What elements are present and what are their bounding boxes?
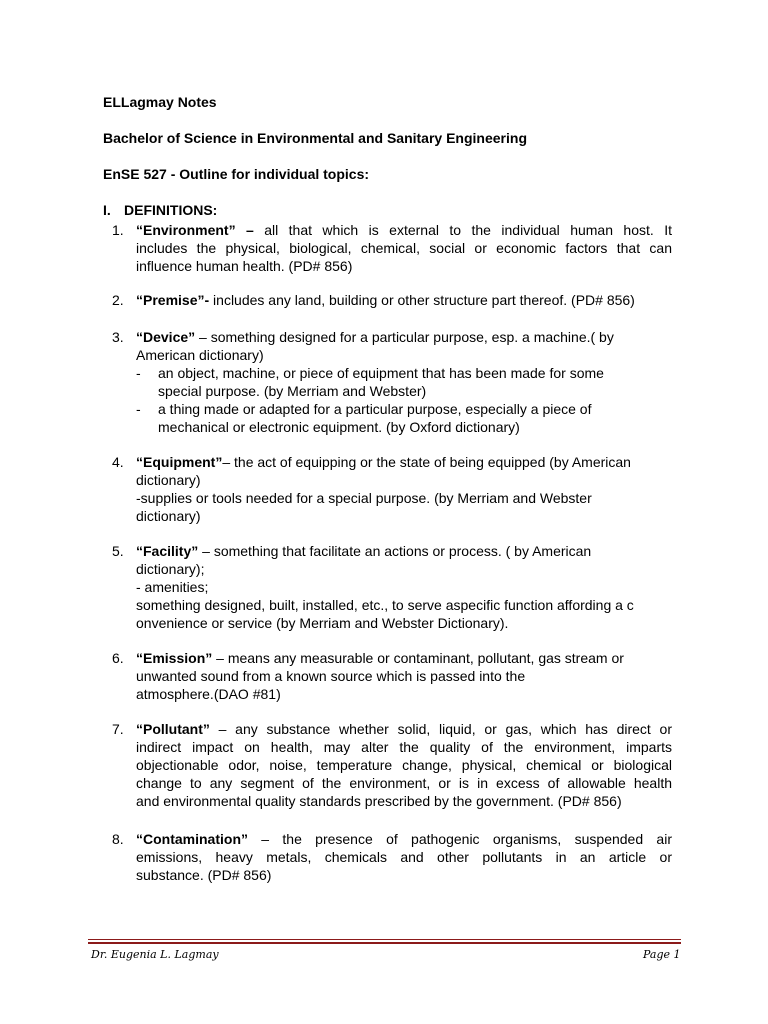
degree-title: Bachelor of Science in Environmental and Sanitary Engineering xyxy=(103,130,527,146)
item-text: change to any segment of the environment, or is in excess of allowable health xyxy=(136,775,672,791)
bullet-text: an object, machine, or piece of equipment that has been made for some xyxy=(158,365,604,381)
item-number: 7. xyxy=(112,721,124,737)
bullet-item: - a thing made or adapted for a particular purpose, especially a piece of mechanical or electronic equipment. (by Oxford dictionary) xyxy=(136,400,672,436)
item-text: American dictionary) xyxy=(136,347,264,363)
course-title: EnSE 527 - Outline for individual topics: xyxy=(103,166,370,182)
definition-item-premise xyxy=(112,291,672,309)
footer-page-number: Page 1 xyxy=(643,948,681,961)
item-text: all that which is external to the individual human host. It xyxy=(253,222,672,238)
item-text: dictionary) xyxy=(136,472,201,488)
item-text: onvenience or service (by Merriam and Webster Dictionary). xyxy=(136,615,509,631)
definition-item-pollutant xyxy=(112,720,672,810)
item-text: includes any land, building or other structure part thereof. (PD# 856) xyxy=(209,292,635,308)
definition-item-equipment xyxy=(112,453,672,525)
footer-rule-bottom xyxy=(88,942,681,944)
item-text: -supplies or tools needed for a special purpose. (by Merriam and Webster xyxy=(136,490,592,506)
bullet-text: mechanical or electronic equipment. (by Oxford dictionary) xyxy=(158,419,520,435)
item-number: 4. xyxy=(112,454,124,470)
item-text: – something that facilitate an actions or process. ( by American xyxy=(198,543,592,559)
definition-item-facility xyxy=(112,542,672,632)
item-text: influence human health. (PD# 856) xyxy=(136,258,353,274)
item-text: and environmental quality standards prescribed by the government. (PD# 856) xyxy=(136,793,622,809)
bullet-text: a thing made or adapted for a particular purpose, especially a piece of xyxy=(158,401,592,417)
section-title: DEFINITIONS: xyxy=(124,202,218,218)
item-text: dictionary); xyxy=(136,561,205,577)
footer-rule-top xyxy=(88,939,681,940)
item-term: “Contamination” xyxy=(136,831,248,847)
item-text: – the presence of pathogenic organisms, suspended air xyxy=(248,831,672,847)
item-number: 2. xyxy=(112,292,124,308)
item-number: 1. xyxy=(112,222,124,238)
footer-author: Dr. Eugenia L. Lagmay xyxy=(91,948,219,961)
item-text: – any substance whether solid, liquid, or gas, which has direct or xyxy=(209,721,672,737)
item-number: 8. xyxy=(112,831,124,847)
item-term: “Equipment” xyxy=(136,454,223,470)
item-term: “Pollutant” xyxy=(136,721,210,737)
item-number: 3. xyxy=(112,329,124,345)
bullet-item: - an object, machine, or piece of equipment that has been made for some special purpose. (by Merriam and Webster) xyxy=(136,364,672,400)
item-text: substance. (PD# 856) xyxy=(136,867,272,883)
item-term: “Device” xyxy=(136,329,196,345)
item-text: emissions, heavy metals, chemicals and other pollutants in an article or xyxy=(136,849,672,865)
notes-title: ELLagmay Notes xyxy=(103,94,217,110)
definition-item-device xyxy=(112,328,672,436)
definition-item-environment xyxy=(112,221,672,275)
item-text: - amenities; xyxy=(136,579,209,595)
definition-item-emission xyxy=(112,649,672,703)
item-text: – something designed for a particular purpose, esp. a machine.( by xyxy=(195,329,614,345)
section-number: I. xyxy=(103,202,111,218)
item-text: – means any measurable or contaminant, pollutant, gas stream or xyxy=(212,650,624,666)
item-term: “Premise”- xyxy=(136,292,210,308)
item-text: objectionable odor, noise, temperature change, physical, chemical or biological xyxy=(136,757,672,773)
item-text: includes the physical, biological, chemical, social or economic factors that can xyxy=(136,240,672,256)
item-number: 5. xyxy=(112,543,124,559)
section-heading xyxy=(103,201,217,219)
item-text: atmosphere.(DAO #81) xyxy=(136,686,281,702)
item-text: something designed, built, installed, etc., to serve aspecific function affording a c xyxy=(136,597,634,613)
definition-item-contamination xyxy=(112,830,672,884)
bullet-text: special purpose. (by Merriam and Webster) xyxy=(158,383,427,399)
item-term: “Facility” xyxy=(136,543,199,559)
item-text: – the act of equipping or the state of being equipped (by American xyxy=(222,454,631,470)
item-term: “Emission” xyxy=(136,650,213,666)
item-text: dictionary) xyxy=(136,508,201,524)
item-number: 6. xyxy=(112,650,124,666)
item-text: indirect impact on health, may alter the quality of the environment, imparts xyxy=(136,739,672,755)
item-term: “Environment” – xyxy=(136,222,254,238)
item-text: unwanted sound from a known source which is passed into the xyxy=(136,668,526,684)
